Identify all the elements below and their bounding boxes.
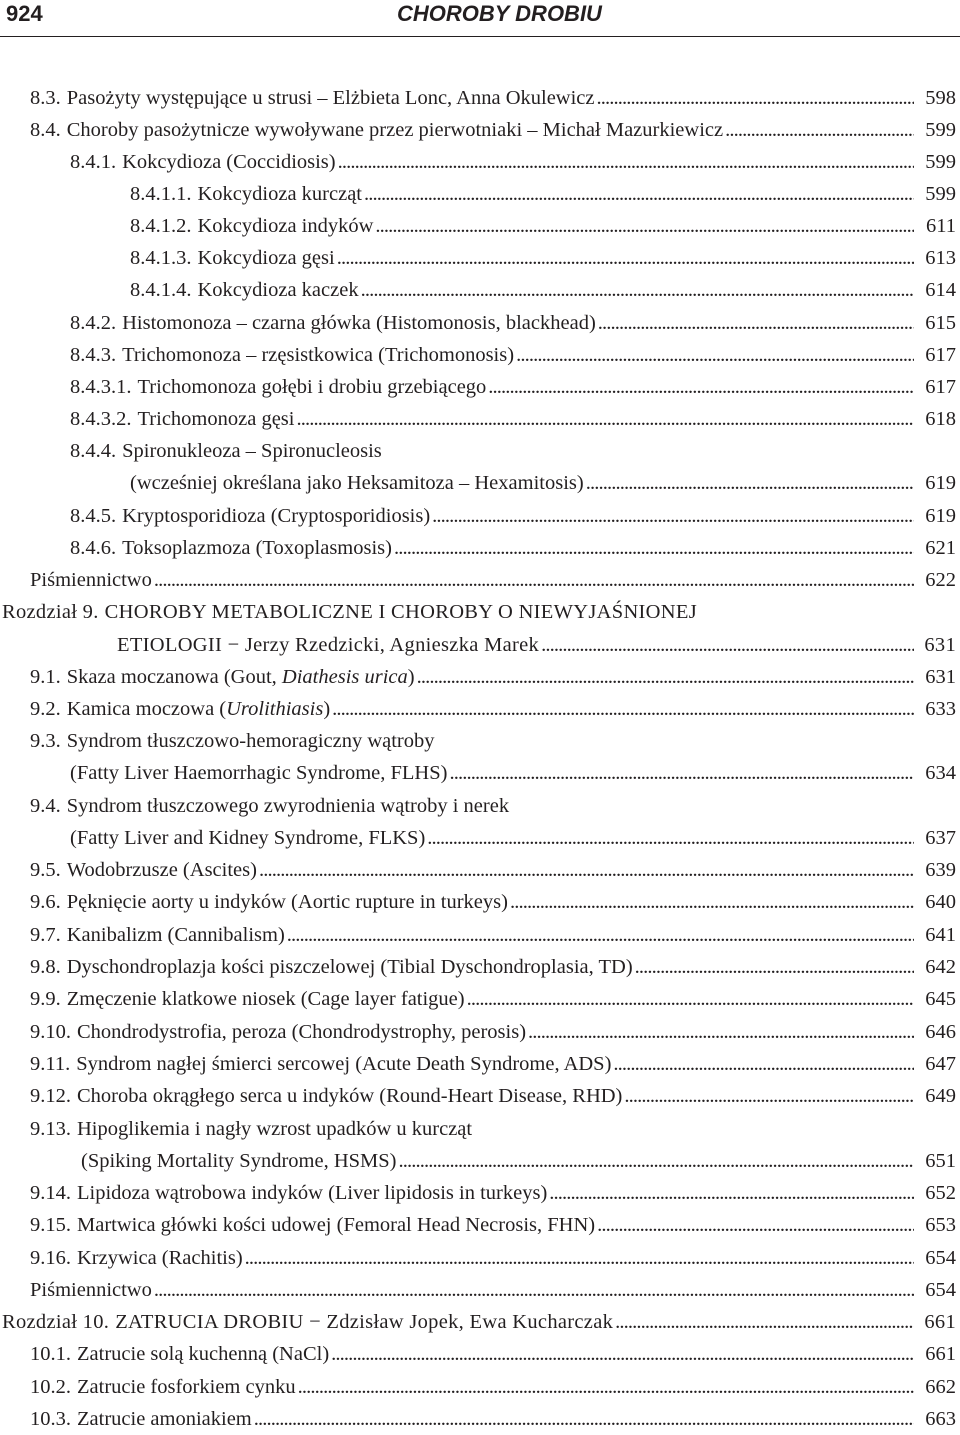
page-ref: 619 [925,472,956,494]
dot-leader [510,889,914,915]
toc-entry[interactable]: 10.1. Zatrucie solą kuchenną (NaCl) . . . 661 [30,1335,956,1367]
toc-entry[interactable]: 8.4.4. Spironukleoza – Spironucleosis [70,440,382,462]
page-ref: 637 [925,827,956,849]
toc-entry[interactable]: 8.4.1.3. Kokcydioza gęsi . . . 613 [130,239,956,271]
page-ref: 615 [925,312,956,334]
toc-entry[interactable]: 8.4.1. Kokcydioza (Coccidiosis) . . . 599 [70,143,956,175]
page-ref: 621 [925,537,956,559]
toc-entry-continuation[interactable]: (wcześniej określana jako Heksamitoza – Hexamitosis) . . . 619 [130,464,956,496]
page-ref: 662 [925,1376,956,1398]
toc-entry-continuation[interactable]: (Spiking Mortality Syndrome, HSMS) . . . 651 [81,1142,956,1174]
toc-entry[interactable]: 8.4.6. Toksoplazmoza (Toxoplasmosis) . . . 621 [70,529,956,561]
page-ref: 599 [925,183,956,205]
dot-leader [516,342,914,368]
dot-leader [254,1406,914,1432]
toc-entry[interactable]: 10.3. Zatrucie amoniakiem . . . 663 [30,1400,956,1432]
toc-entry[interactable]: 9.12. Choroba okrągłego serca u indyków (Round-Heart Disease, RHD) . . . 649 [30,1077,956,1109]
page-ref: 651 [925,1150,956,1172]
toc-entry[interactable]: 9.9. Zmęczenie klatkowe niosek (Cage layer fatigue) . . . 645 [30,980,956,1012]
page-header [0,0,960,38]
dot-leader [417,664,914,690]
toc-entry[interactable]: 9.6. Pęknięcie aorty u indyków (Aortic rupture in turkeys) . . . 640 [30,883,956,915]
toc-entry[interactable]: 8.4.1.2. Kokcydioza indyków . . . 611 [130,207,956,239]
dot-leader [615,1309,914,1335]
dot-leader [598,310,914,336]
header-rule [0,36,960,37]
page-ref: 631 [925,666,956,688]
dot-leader [427,825,914,851]
toc-entry[interactable]: 8.4.3. Trichomonoza – rzęsistkowica (Trichomonosis) . . . 617 [70,336,956,368]
page-ref: 618 [925,408,956,430]
page-ref: 653 [925,1214,956,1236]
toc-entry-continuation[interactable]: (Fatty Liver Haemorrhagic Syndrome, FLHS) . . . 634 [70,754,956,786]
dot-leader [597,85,915,111]
page-ref: 619 [925,505,956,527]
chapter-entry-continuation[interactable]: ETIOLOGII − Jerzy Rzedzicki, Agnieszka Marek . . . 631 [117,626,956,658]
dot-leader [154,1277,914,1303]
toc-entry[interactable]: 9.11. Syndrom nagłej śmierci sercowej (Acute Death Syndrome, ADS) . . . 647 [30,1045,956,1077]
page-ref: 642 [925,956,956,978]
dot-leader [541,632,914,658]
toc-entry[interactable]: 9.7. Kanibalizm (Cannibalism) . . . 641 [30,916,956,948]
dot-leader [337,245,914,271]
dot-leader [549,1180,914,1206]
dot-leader [245,1245,914,1271]
toc-entry[interactable]: 10.2. Zatrucie fosforkiem cynku . . . 662 [30,1368,956,1400]
dot-leader [375,213,914,239]
dot-leader [361,277,914,303]
dot-leader [287,922,914,948]
page-ref: 649 [925,1085,956,1107]
dot-leader [449,760,914,786]
toc-entry[interactable]: 8.4. Choroby pasożytnicze wywoływane przez pierwotniaki – Michał Mazurkiewicz . . . 599 [30,111,956,143]
page-ref: 611 [926,215,956,237]
page-ref: 614 [925,279,956,301]
toc-entry[interactable]: 9.3. Syndrom tłuszczowo-hemoragiczny wątroby [30,730,435,752]
dot-leader [528,1019,914,1045]
dot-leader [394,535,914,561]
chapter-entry[interactable]: Rozdział 10. ZATRUCIA DROBIU − Zdzisław Jopek, Ewa Kucharczak . . . 661 [2,1303,956,1335]
dot-leader [154,567,914,593]
toc-entry[interactable]: 9.14. Lipidoza wątrobowa indyków (Liver lipidosis in turkeys) . . . 652 [30,1174,956,1206]
page-ref: 633 [925,698,956,720]
page-ref: 641 [925,924,956,946]
toc-entry[interactable]: 9.13. Hipoglikemia i nagły wzrost upadków u kurcząt [30,1118,473,1140]
toc-entry[interactable]: 9.8. Dyschondroplazja kości piszczelowej (Tibial Dyschondroplasia, TD) . . . 642 [30,948,956,980]
page-ref: 652 [925,1182,956,1204]
page-ref: 661 [925,1343,956,1365]
page-ref: 663 [925,1408,956,1430]
dot-leader [635,954,914,980]
toc-entry[interactable]: 8.4.1.4. Kokcydioza kaczek . . . 614 [130,271,956,303]
dot-leader [298,1374,914,1400]
toc-entry[interactable]: 8.4.1.1. Kokcydioza kurcząt . . . 599 [130,175,956,207]
page-ref: 613 [925,247,956,269]
page-ref: 631 [924,634,956,656]
dot-leader [488,374,914,400]
toc-entry[interactable]: 9.15. Martwica główki kości udowej (Femoral Head Necrosis, FHN) . . . 653 [30,1206,956,1238]
dot-leader [259,857,914,883]
toc-entry[interactable]: 9.2. Kamica moczowa ( Urolithiasis ) . . . 633 [30,690,956,722]
dot-leader [725,117,914,143]
chapter-entry[interactable]: Rozdział 9. CHOROBY METABOLICZNE I CHOROBY O NIEWYJAŚNIONEJ [2,601,697,623]
toc-entry-continuation[interactable]: (Fatty Liver and Kidney Syndrome, FLKS) . . . 637 [70,819,956,851]
toc-entry[interactable]: 8.4.5. Kryptosporidioza (Cryptosporidiosis) . . . 619 [70,497,956,529]
page-ref: 599 [925,119,956,141]
toc-entry[interactable]: 8.3. Pasożyty występujące u strusi – Elżbieta Lonc, Anna Okulewicz . . . 598 [30,79,956,111]
page-ref: 646 [925,1021,956,1043]
page-ref: 661 [924,1311,956,1333]
dot-leader [296,406,914,432]
dot-leader [332,696,914,722]
page-ref: 654 [925,1279,956,1301]
dot-leader [467,986,914,1012]
page-ref: 617 [925,344,956,366]
dot-leader [624,1083,914,1109]
page-ref: 634 [925,762,956,784]
dot-leader [364,181,914,207]
toc-entry[interactable]: 9.5. Wodobrzusze (Ascites) . . . 639 [30,851,956,883]
dot-leader [597,1212,914,1238]
page-ref: 599 [925,151,956,173]
page-number: 924 [6,1,43,26]
page-ref: 645 [925,988,956,1010]
page-ref: 639 [925,859,956,881]
toc-entry[interactable]: 9.16. Krzywica (Rachitis) . . . 654 [30,1239,956,1271]
dot-leader [586,470,914,496]
page-ref: 640 [925,891,956,913]
running-title: CHOROBY DROBIU [397,1,602,26]
toc-entry[interactable]: 9.4. Syndrom tłuszczowego zwyrodnienia wątroby i nerek [30,795,510,817]
dot-leader [432,503,914,529]
dot-leader [331,1341,914,1367]
page-ref: 622 [925,569,956,591]
page-ref: 654 [925,1247,956,1269]
dot-leader [338,149,914,175]
toc-entry[interactable]: 8.4.3.1. Trichomonoza gołębi i drobiu grzebiącego . . . 617 [70,368,956,400]
dot-leader [399,1148,915,1174]
toc-entry[interactable]: Piśmiennictwo . . . 654 [30,1271,956,1303]
page-ref: 617 [925,376,956,398]
dot-leader [613,1051,914,1077]
toc-entry[interactable]: 8.4.3.2. Trichomonoza gęsi . . . 618 [70,400,956,432]
page-ref: 598 [925,87,956,109]
toc-entry[interactable]: 8.4.2. Histomonoza – czarna główka (Histomonosis, blackhead) . . . 615 [70,304,956,336]
toc-entry[interactable]: 9.10. Chondrodystrofia, peroza (Chondrodystrophy, perosis) . . . 646 [30,1013,956,1045]
page-ref: 647 [925,1053,956,1075]
toc-entry[interactable]: Piśmiennictwo . . . 622 [30,561,956,593]
toc-entry[interactable]: 9.1. Skaza moczanowa (Gout, Diathesis urica ) . . . 631 [30,658,956,690]
